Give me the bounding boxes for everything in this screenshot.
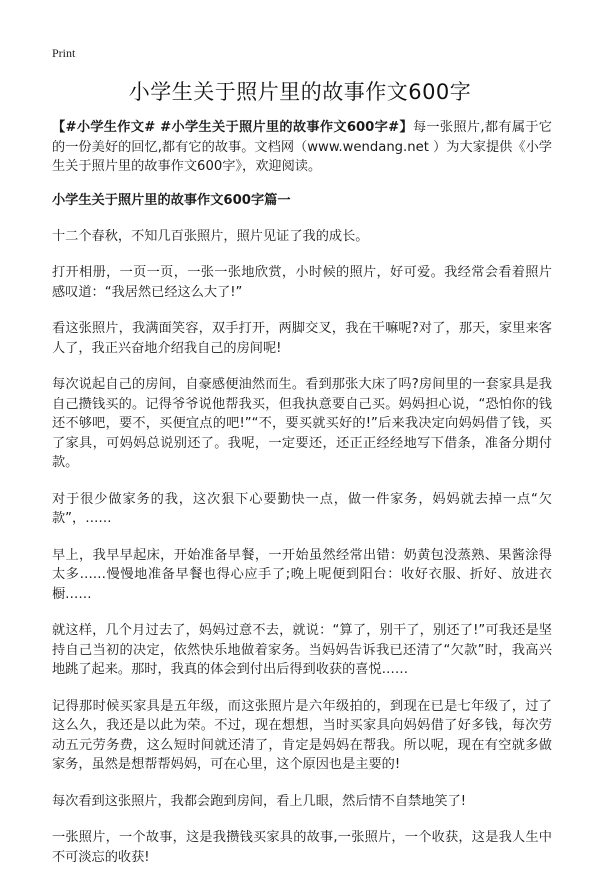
body-paragraph: 对于很少做家务的我，这次狠下心要勤快一点，做一件家务，妈妈就去掉一点“欠款”，…… — [52, 491, 552, 526]
body-paragraph: 早上，我早早起床，开始准备早餐，一开始虽然经常出错：奶黄包没蒸熟、果酱涂得太多……慢慢地准备早餐也得心应手了;晚上呢便到阳台：收好衣服、折好、放进衣橱…… — [52, 547, 552, 602]
body-paragraph: 每次说起自己的房间，自豪感便油然而生。看到那张大床了吗?房间里的一套家具是我自己攒钱买的。记得爷爷说他帮我买，但我执意要自己买。妈妈担心说，“恐怕你的钱还不够吧，要不，买便宜点的吧!”“不，要买就买好的!”后来我决定向妈妈借了钱，买了家具，可妈妈总说别还了。我呢，一定要还，还正正经经地写下借条，准备分期付款。 — [52, 377, 552, 470]
intro-tags: 【#小学生作文# #小学生关于照片里的故事作文600字#】 — [52, 120, 413, 135]
intro-text: 每一张照片,都有属于它的一份美好的回忆,都有它的故事。文档网（www.wendang.net ）为大家提供《小学生关于照片里的故事作文600字》，欢迎阅读。 — [52, 120, 552, 174]
body-paragraph: 每次看到这张照片，我都会跑到房间，看上几眼，然后情不自禁地笑了! — [52, 793, 467, 809]
article-body — [52, 118, 552, 884]
article-title: 小学生关于照片里的故事作文600字 — [128, 80, 472, 104]
body-paragraph: 一张照片，一个故事，这是我攒钱买家具的故事,一张照片，一个收获，这是我人生中不可淡忘的收获! — [52, 830, 552, 865]
print-link[interactable]: Print — [52, 46, 76, 60]
body-paragraph: 打开相册，一页一页，一张一张地欣赏，小时候的照片，好可爱。我经常会看着照片感叹道：“我居然已经这么大了!” — [52, 265, 552, 300]
section-heading: 小学生关于照片里的故事作文600字篇一 — [52, 192, 291, 208]
body-paragraph: 就这样，几个月过去了，妈妈过意不去，就说：“算了，别干了，别还了!”可我还是坚持自己当初的决定，依然快乐地做着家务。当妈妈告诉我已还清了“欠款”时，我高兴地跳了起来。那时，我真的体会到付出后得到收获的喜悦…… — [52, 623, 552, 677]
body-paragraph: 记得那时候买家具是五年级，而这张照片是六年级拍的，到现在已是七年级了，过了这么久，我还是以此为荣。不过，现在想想，当时买家具向妈妈借了好多钱，每次劳动五元劳务费，这么短时间就还清了，肯定是妈妈在帮我。所以呢，现在有空就多做家务，虽然是想帮帮妈妈，可在心里，这个原因也是主要的! — [52, 698, 552, 772]
body-paragraph: 看这张照片，我满面笑容，双手打开，两脚交叉，我在干嘛呢?对了，那天，家里来客人了，我正兴奋地介绍我自己的房间呢! — [52, 321, 552, 356]
body-paragraph: 十二个春秋，不知几百张照片，照片见证了我的成长。 — [52, 228, 369, 244]
intro-paragraph — [52, 118, 552, 177]
